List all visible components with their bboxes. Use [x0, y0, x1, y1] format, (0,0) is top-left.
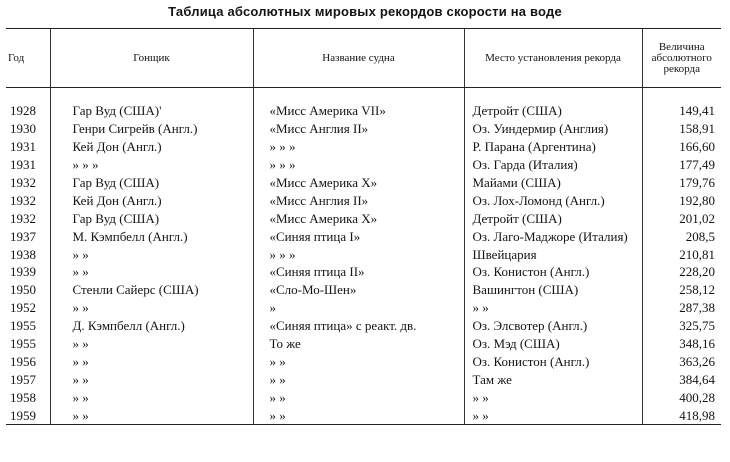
year-cell: 1928	[10, 103, 36, 119]
boat-cell: «Мисс Англия II»	[253, 120, 464, 138]
racer-cell: » »	[50, 370, 253, 388]
racer-cell: Стенли Сайерс (США)	[50, 281, 253, 299]
boat-cell: » » »	[253, 245, 464, 263]
table-row	[6, 88, 721, 120]
record-cell: 177,49	[642, 156, 721, 174]
table-row	[6, 352, 721, 370]
boat-cell: «Мисс Америка VII»	[253, 88, 464, 120]
place-cell: Оз. Уиндермир (Англия)	[464, 120, 642, 138]
table-row	[6, 281, 721, 299]
boat-cell: » »	[253, 352, 464, 370]
boat-cell: » »	[253, 388, 464, 406]
table-title: Таблица абсолютных мировых рекордов скорости на воде	[168, 4, 562, 19]
racer-cell: М. Кэмпбелл (Англ.)	[50, 227, 253, 245]
boat-cell: » » »	[253, 156, 464, 174]
year-cell: 1938	[10, 246, 36, 262]
year-cell: 1930	[10, 121, 36, 137]
boat-cell: «Синяя птица II»	[253, 263, 464, 281]
racer-cell: » »	[50, 335, 253, 353]
boat-cell: «Мисс Америка Х»	[253, 209, 464, 227]
record-cell: 201,02	[642, 209, 721, 227]
boat-cell: » »	[253, 406, 464, 424]
boat-cell: «Мисс Англия II»	[253, 191, 464, 209]
racer-cell: » »	[50, 245, 253, 263]
record-cell: 400,28	[642, 388, 721, 406]
racer-cell: Гар Вуд (США)	[50, 209, 253, 227]
record-cell: 348,16	[642, 335, 721, 353]
racer-cell: » » »	[50, 156, 253, 174]
place-cell: Швейцария	[464, 245, 642, 263]
table-row	[6, 388, 721, 406]
racer-cell: Генри Сигрейв (Англ.)	[50, 120, 253, 138]
record-cell: 228,20	[642, 263, 721, 281]
racer-cell: Гар Вуд (США)'	[50, 88, 253, 120]
year-cell: 1932	[10, 192, 36, 208]
year-cell: 1956	[10, 353, 36, 369]
place-cell: Оз. Конистон (Англ.)	[464, 352, 642, 370]
table-row	[6, 120, 721, 138]
boat-cell: «Синяя птица I»	[253, 227, 464, 245]
boat-cell: То же	[253, 335, 464, 353]
racer-cell: Кей Дон (Англ.)	[50, 138, 253, 156]
year-cell: 1932	[10, 175, 36, 190]
table-body	[6, 88, 721, 425]
table-row	[6, 263, 721, 281]
table-row	[6, 299, 721, 317]
record-cell: 258,12	[642, 281, 721, 299]
year-cell: 1939	[10, 264, 36, 280]
racer-cell: » »	[50, 406, 253, 424]
header-boat: Название судна	[253, 29, 464, 88]
racer-cell: » »	[50, 388, 253, 406]
table-row	[6, 227, 721, 245]
table-row	[6, 245, 721, 263]
record-cell: 192,80	[642, 191, 721, 209]
table-row	[6, 370, 721, 388]
header-place: Место установления рекорда	[464, 29, 642, 88]
header-racer: Гонщик	[50, 29, 253, 88]
place-cell: Оз. Лаго-Маджоре (Италия)	[464, 227, 642, 245]
place-cell: Р. Парана (Аргентина)	[464, 138, 642, 156]
place-cell: » »	[464, 406, 642, 424]
header-record: Величина абсолютного рекорда	[642, 29, 721, 88]
place-cell: » »	[464, 299, 642, 317]
place-cell: Оз. Лох-Ломонд (Англ.)	[464, 191, 642, 209]
place-cell: Детройт (США)	[464, 209, 642, 227]
header-year: Год	[6, 29, 50, 88]
racer-cell: Д. Кэмпбелл (Англ.)	[50, 317, 253, 335]
year-cell: 1955	[10, 336, 36, 352]
year-cell: 1957	[10, 371, 36, 387]
year-cell: 1952	[10, 300, 36, 316]
racer-cell: » »	[50, 352, 253, 370]
place-cell: Оз. Конистон (Англ.)	[464, 263, 642, 281]
record-cell: 325,75	[642, 317, 721, 335]
place-cell: Оз. Мэд (США)	[464, 335, 642, 353]
boat-cell: «Синяя птица» с реакт. дв.	[253, 317, 464, 335]
place-cell: Детройт (США)	[464, 88, 642, 120]
table-header	[6, 29, 721, 88]
year-cell: 1931	[10, 157, 36, 173]
place-cell: Оз. Гарда (Италия)	[464, 156, 642, 174]
table-row	[6, 156, 721, 174]
boat-cell: » » »	[253, 138, 464, 156]
record-cell: 158,91	[642, 120, 721, 138]
record-cell: 287,38	[642, 299, 721, 317]
record-cell: 179,76	[642, 174, 721, 192]
boat-cell: »	[253, 299, 464, 317]
place-cell: Оз. Элсвотер (Англ.)	[464, 317, 642, 335]
table-row	[6, 191, 721, 209]
table-row	[6, 174, 721, 192]
boat-cell: «Сло-Мо-Шен»	[253, 281, 464, 299]
year-cell: 1958	[10, 389, 36, 405]
record-cell: 384,64	[642, 370, 721, 388]
year-cell: 1955	[10, 318, 36, 334]
table-row	[6, 335, 721, 353]
table-row	[6, 138, 721, 156]
year-cell: 1937	[10, 228, 36, 244]
racer-cell: Гар Вуд (США)	[50, 174, 253, 192]
record-cell: 208,5	[642, 227, 721, 245]
boat-cell: » »	[253, 370, 464, 388]
year-cell: 1931	[10, 139, 36, 155]
year-cell: 1950	[10, 282, 36, 298]
records-table	[6, 28, 721, 425]
table-row	[6, 317, 721, 335]
record-cell: 363,26	[642, 352, 721, 370]
record-cell: 166,60	[642, 138, 721, 156]
record-cell: 418,98	[642, 406, 721, 424]
record-cell: 210,81	[642, 245, 721, 263]
racer-cell: » »	[50, 299, 253, 317]
racer-cell: » »	[50, 263, 253, 281]
table-row	[6, 209, 721, 227]
year-cell: 1932	[10, 210, 36, 226]
racer-cell: Кей Дон (Англ.)	[50, 191, 253, 209]
boat-cell: «Мисс Америка Х»	[253, 174, 464, 192]
place-cell: » »	[464, 388, 642, 406]
year-cell: 1959	[6, 406, 50, 424]
record-cell: 149,41	[642, 88, 721, 120]
place-cell: Майами (США)	[464, 174, 642, 192]
place-cell: Вашингтон (США)	[464, 281, 642, 299]
place-cell: Там же	[464, 370, 642, 388]
table-row	[6, 406, 721, 424]
